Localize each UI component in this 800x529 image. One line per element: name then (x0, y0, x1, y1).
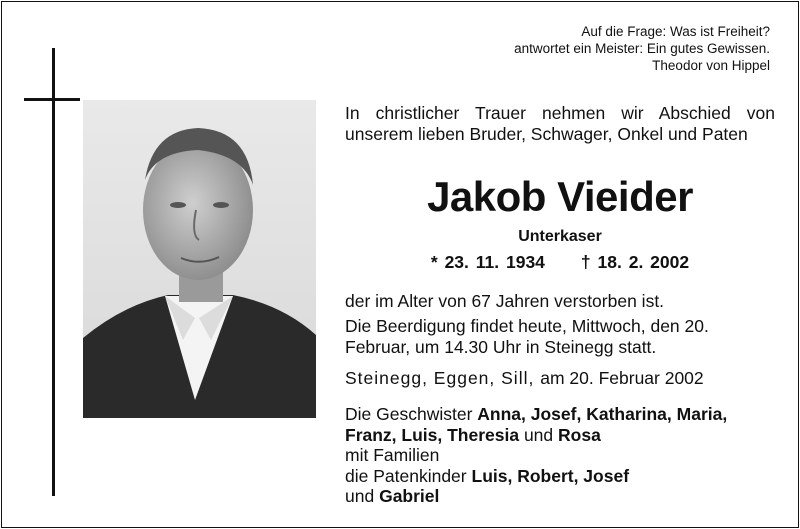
conjunction: und (523, 424, 554, 445)
deceased-name: Jakob Vieider (427, 173, 693, 220)
with-families: mit Familien (345, 445, 440, 465)
conjunction: und (345, 486, 375, 506)
mourners (345, 404, 775, 507)
godchildren-names: Luis, Robert, Josef (471, 465, 630, 486)
life-dates (345, 252, 775, 273)
place-date-line (345, 368, 775, 389)
godchildren-label: die Patenkinder (345, 465, 467, 486)
birth-date: * 23. 11. 1934 (430, 252, 545, 272)
place-names: Steinegg, Eggen, Sill, (345, 368, 535, 388)
siblings-label: Die Geschwister (345, 404, 473, 424)
age-line: der im Alter von 67 Jahren verstorben ist. (345, 291, 665, 311)
epigraph-quote (514, 23, 770, 74)
sibling-rosa: Rosa (558, 424, 601, 445)
siblings-names: Anna, Josef, Katharina, Maria, Franz, Luis, Theresia (345, 404, 728, 445)
quote-line-1: Auf die Frage: Was ist Freiheit? (581, 24, 770, 39)
obituary-notice (1, 1, 799, 528)
death-date: † 18. 2. 2002 (580, 252, 690, 272)
portrait-photo (83, 100, 316, 418)
quote-author: Theodor von Hippel (652, 58, 770, 73)
intro-text: In christlicher Trauer nehmen wir Abschied von unserem lieben Bruder, Schwager, Onkel und Paten (345, 103, 775, 144)
notice-date: am 20. Februar 2002 (540, 368, 704, 388)
quote-line-2: antwortet ein Meister: Ein gutes Gewissen. (514, 41, 770, 56)
funeral-info: Die Beerdigung findet heute, Mittwoch, den 20. Februar, um 14.30 Uhr in Steinegg statt. (345, 316, 709, 357)
godchild-gabriel: Gabriel (379, 486, 440, 506)
residence: Unterkaser (518, 228, 602, 245)
